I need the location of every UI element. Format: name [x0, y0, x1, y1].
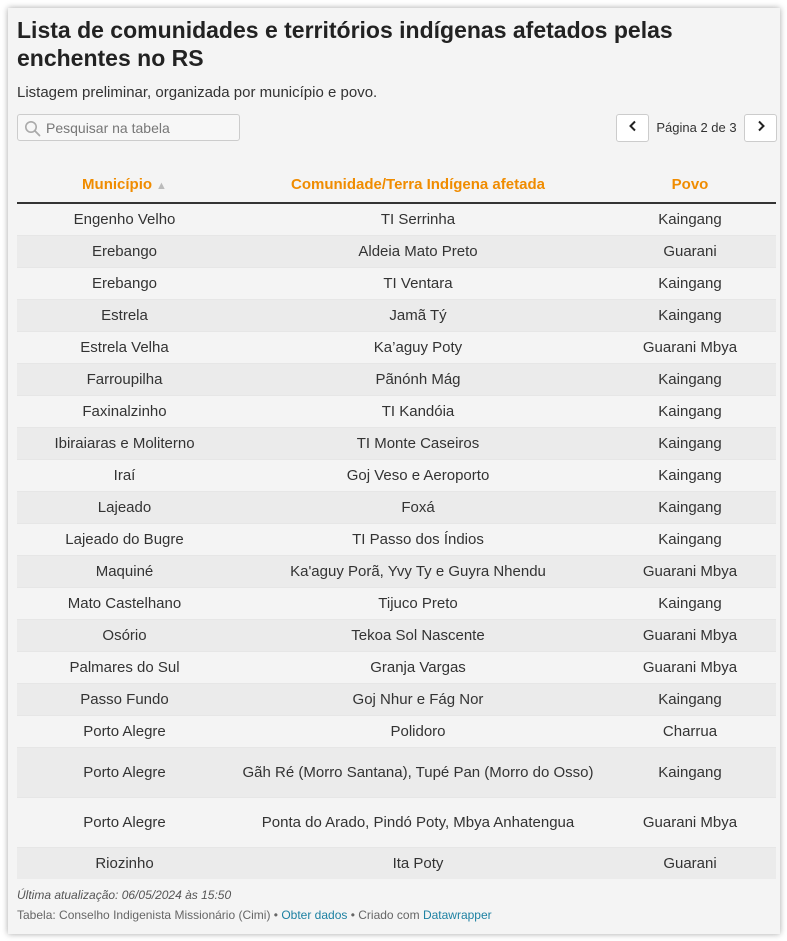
- cell-municipio: Erebango: [17, 268, 232, 300]
- cell-municipio: Maquiné: [17, 556, 232, 588]
- search-icon: [24, 120, 41, 137]
- cell-comunidade: Tekoa Sol Nascente: [232, 620, 604, 652]
- cell-comunidade: Polidoro: [232, 716, 604, 748]
- table-row: [17, 236, 776, 268]
- table-row: [17, 396, 776, 428]
- table-row: [17, 588, 776, 620]
- cell-povo: Charrua: [604, 716, 776, 748]
- cell-povo: Guarani: [604, 848, 776, 880]
- cell-municipio: Farroupilha: [17, 364, 232, 396]
- cell-povo: Kaingang: [604, 268, 776, 300]
- cell-povo: Kaingang: [604, 428, 776, 460]
- page-title: Lista de comunidades e territórios indígenas afetados pelas enchentes no RS: [17, 17, 673, 71]
- cell-municipio: Estrela: [17, 300, 232, 332]
- table-row: [17, 798, 776, 848]
- cell-municipio: Palmares do Sul: [17, 652, 232, 684]
- page-subtitle: Listagem preliminar, organizada por município e povo.: [17, 84, 378, 101]
- cell-povo: Kaingang: [604, 684, 776, 716]
- table-row: [17, 332, 776, 364]
- data-table: [17, 166, 776, 879]
- cell-comunidade: Tijuco Preto: [232, 588, 604, 620]
- cell-povo: Guarani Mbya: [604, 556, 776, 588]
- table-row: [17, 716, 776, 748]
- cell-comunidade: TI Monte Caseiros: [232, 428, 604, 460]
- chevron-right-icon: [755, 119, 767, 137]
- cell-povo: Kaingang: [604, 524, 776, 556]
- search-box[interactable]: [17, 114, 240, 141]
- cell-povo: Guarani Mbya: [604, 652, 776, 684]
- cell-povo: Guarani Mbya: [604, 620, 776, 652]
- cell-comunidade: Ka'aguy Porã, Yvy Ty e Guyra Nhendu: [232, 556, 604, 588]
- search-input[interactable]: [46, 117, 236, 138]
- table-row: [17, 556, 776, 588]
- table-row: [17, 268, 776, 300]
- cell-comunidade: TI Serrinha: [232, 203, 604, 236]
- sort-ascending-icon: ▲: [156, 179, 167, 192]
- page-indicator: Página 2 de 3: [656, 120, 737, 135]
- cell-povo: Kaingang: [604, 748, 776, 798]
- cell-povo: Kaingang: [604, 364, 776, 396]
- table-row: [17, 652, 776, 684]
- cell-municipio: Osório: [17, 620, 232, 652]
- cell-comunidade: Aldeia Mato Preto: [232, 236, 604, 268]
- cell-comunidade: Goj Veso e Aeroporto: [232, 460, 604, 492]
- table-row: [17, 460, 776, 492]
- cell-comunidade: TI Ventara: [232, 268, 604, 300]
- column-header-comunidade[interactable]: Comunidade/Terra Indígena afetada: [232, 166, 604, 203]
- cell-povo: Kaingang: [604, 588, 776, 620]
- table-header-row: [17, 166, 776, 203]
- cell-comunidade: Pãnónh Mág: [232, 364, 604, 396]
- table-row: [17, 364, 776, 396]
- cell-povo: Guarani Mbya: [604, 332, 776, 364]
- cell-municipio: Ibiraiaras e Moliterno: [17, 428, 232, 460]
- cell-municipio: Iraí: [17, 460, 232, 492]
- table-row: [17, 748, 776, 798]
- cell-municipio: Passo Fundo: [17, 684, 232, 716]
- cell-municipio: Riozinho: [17, 848, 232, 880]
- source-line: [17, 908, 492, 922]
- table-row: [17, 524, 776, 556]
- cell-comunidade: TI Passo dos Índios: [232, 524, 604, 556]
- column-header-municipio[interactable]: Município ▲: [17, 166, 232, 203]
- cell-comunidade: Jamã Tý: [232, 300, 604, 332]
- cell-municipio: Lajeado: [17, 492, 232, 524]
- last-updated: Última atualização: 06/05/2024 às 15:50: [17, 888, 232, 902]
- cell-povo: Guarani: [604, 236, 776, 268]
- previous-page-button[interactable]: [616, 114, 649, 142]
- cell-comunidade: Ita Poty: [232, 848, 604, 880]
- table-row: [17, 428, 776, 460]
- cell-municipio: Porto Alegre: [17, 748, 232, 798]
- table-row: [17, 684, 776, 716]
- table-row: [17, 492, 776, 524]
- cell-municipio: Mato Castelhano: [17, 588, 232, 620]
- cell-comunidade: Foxá: [232, 492, 604, 524]
- cell-povo: Kaingang: [604, 300, 776, 332]
- table-row: [17, 848, 776, 880]
- cell-comunidade: Ka’aguy Poty: [232, 332, 604, 364]
- created-with-text: • Criado com: [347, 908, 423, 922]
- table-row: [17, 203, 776, 236]
- cell-comunidade: Goj Nhur e Fág Nor: [232, 684, 604, 716]
- cell-povo: Kaingang: [604, 203, 776, 236]
- cell-povo: Kaingang: [604, 460, 776, 492]
- cell-municipio: Porto Alegre: [17, 798, 232, 848]
- cell-comunidade: Gãh Ré (Morro Santana), Tupé Pan (Morro do Osso): [232, 748, 604, 798]
- column-header-povo[interactable]: Povo: [604, 166, 776, 203]
- cell-municipio: Porto Alegre: [17, 716, 232, 748]
- table-row: [17, 300, 776, 332]
- table-card: [8, 8, 780, 934]
- cell-povo: Guarani Mbya: [604, 798, 776, 848]
- next-page-button[interactable]: [744, 114, 777, 142]
- cell-comunidade: Granja Vargas: [232, 652, 604, 684]
- cell-municipio: Erebango: [17, 236, 232, 268]
- cell-comunidade: Ponta do Arado, Pindó Poty, Mbya Anhatengua: [232, 798, 604, 848]
- cell-municipio: Engenho Velho: [17, 203, 232, 236]
- get-data-link[interactable]: Obter dados: [281, 908, 348, 922]
- source-text: Tabela: Conselho Indigenista Missionário (Cimi) •: [17, 908, 282, 922]
- datawrapper-link[interactable]: Datawrapper: [422, 908, 492, 922]
- cell-municipio: Estrela Velha: [17, 332, 232, 364]
- cell-povo: Kaingang: [604, 396, 776, 428]
- cell-municipio: Faxinalzinho: [17, 396, 232, 428]
- cell-municipio: Lajeado do Bugre: [17, 524, 232, 556]
- chevron-left-icon: [627, 119, 639, 137]
- table-row: [17, 620, 776, 652]
- cell-comunidade: TI Kandóia: [232, 396, 604, 428]
- cell-povo: Kaingang: [604, 492, 776, 524]
